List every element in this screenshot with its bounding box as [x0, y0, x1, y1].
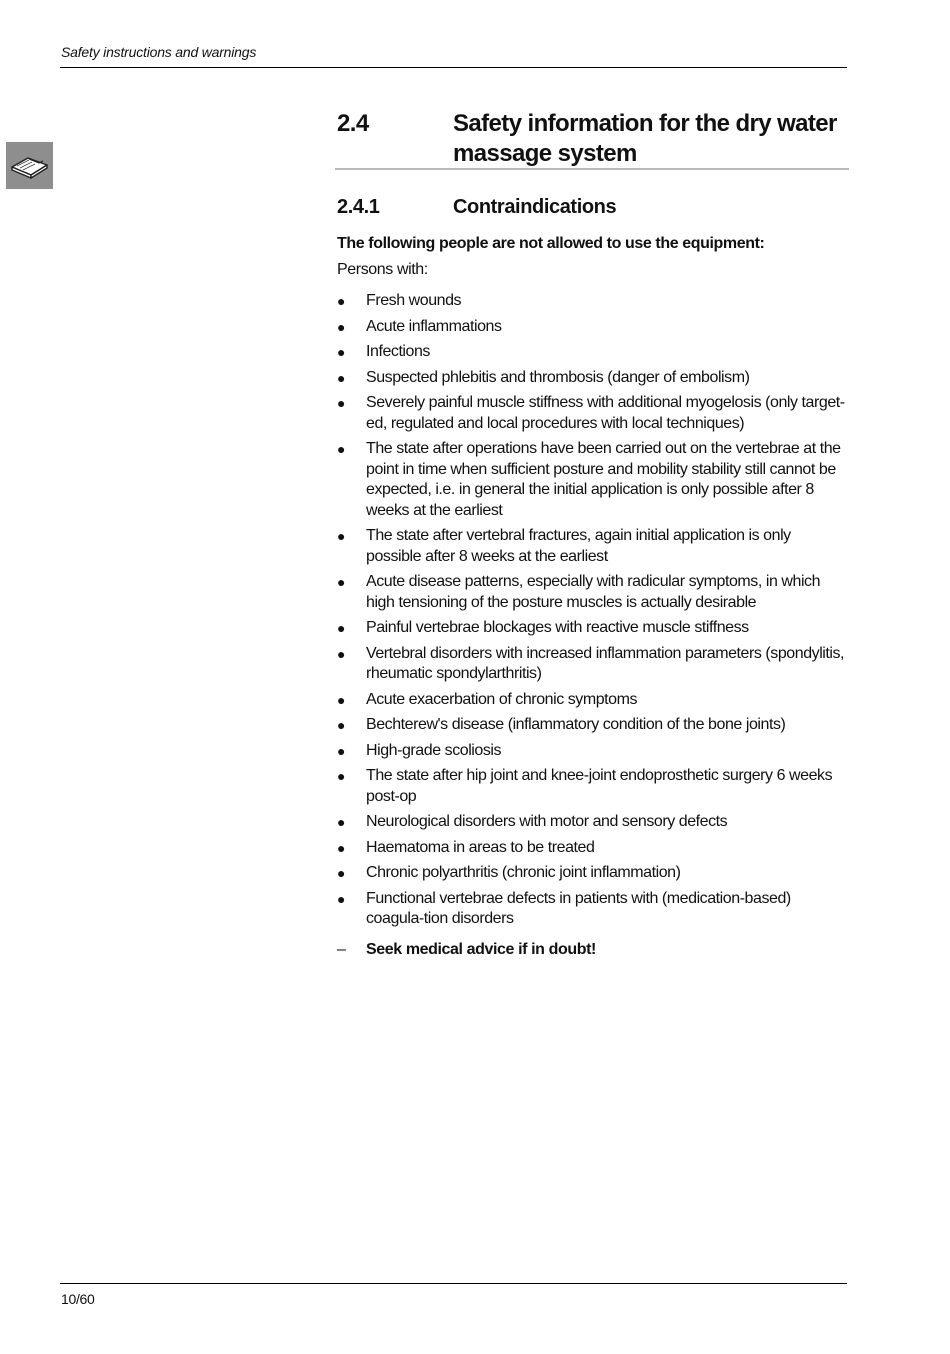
list-item [337, 618, 849, 639]
bullet-icon: ● [337, 814, 346, 830]
list-item-text: Neurological disorders with motor and sensory defects [366, 813, 728, 830]
bullet-icon: ● [337, 574, 346, 590]
running-header: Safety instructions and warnings [61, 44, 257, 60]
intro-statement: The following people are not allowed to use the equipment: [337, 235, 765, 252]
list-item-text: High-grade scoliosis [366, 741, 502, 759]
list-item [337, 838, 849, 859]
page-number: 10/60 [61, 1291, 95, 1307]
list-item [337, 812, 849, 833]
bullet-icon: ● [337, 865, 346, 881]
contraindications-list [337, 291, 849, 935]
list-item-text: The state after vertebral fractures, again initial application is only possible after 8 weeks at the earliest [366, 527, 791, 565]
bullet-icon: ● [337, 293, 346, 309]
bullet-icon: ● [337, 839, 346, 856]
list-item-text: Infections [366, 343, 430, 360]
list-item [337, 572, 849, 613]
list-item-text: Functional vertebrae defects in patients with (medication-based) coagula-tion disorders [366, 889, 791, 927]
list-item-text: Haematoma in areas to be treated [366, 838, 595, 856]
list-item-text: Acute exacerbation of chronic symptoms [366, 690, 638, 708]
list-item [337, 690, 849, 711]
list-item-text: Fresh wounds [366, 292, 462, 309]
list-item [337, 715, 849, 736]
bullet-icon: ● [337, 344, 346, 360]
list-item [337, 863, 849, 884]
bullet-icon: ● [337, 890, 346, 907]
bullet-icon: ● [337, 717, 346, 733]
list-item [337, 766, 849, 807]
bullet-icon: ● [337, 691, 346, 708]
list-item-text: Bechterew's disease (inflammatory condition of the bone joints) [366, 716, 786, 733]
list-item-text: Vertebral disorders with increased inflammation parameters (spondylitis, rheumatic spondylarthritis) [366, 644, 845, 682]
advice-note [337, 940, 849, 960]
header-divider [60, 67, 847, 68]
list-item [337, 439, 849, 521]
book-icon [6, 142, 53, 189]
bullet-icon: ● [337, 318, 346, 335]
persons-label: Persons with: [337, 261, 428, 278]
list-item [337, 342, 849, 363]
section-number: 2.4 [337, 110, 369, 137]
subsection-title: Contraindications [453, 196, 617, 218]
list-item [337, 889, 849, 930]
section-title: Safety information for the dry water massage system [453, 110, 837, 167]
bullet-icon: ● [337, 620, 346, 636]
bullet-icon: ● [337, 768, 346, 784]
bullet-icon: ● [337, 645, 346, 662]
list-item [337, 644, 849, 685]
list-item [337, 291, 849, 312]
bullet-icon: ● [337, 395, 346, 411]
list-item-text: Acute inflammations [366, 317, 502, 335]
list-item-text: Suspected phlebitis and thrombosis (danger of embolism) [366, 368, 750, 386]
subsection-number: 2.4.1 [337, 196, 380, 218]
advice-note-text: Seek medical advice if in doubt! [366, 941, 596, 958]
bullet-icon: ● [337, 742, 346, 759]
list-item-text: Painful vertebrae blockages with reactive muscle stiffness [366, 619, 749, 636]
list-item-text: Severely painful muscle stiffness with additional myogelosis (only target-ed, regulated and local procedures with local techniques) [366, 394, 845, 432]
list-item [337, 741, 849, 762]
bullet-icon: ● [337, 369, 346, 386]
list-item-text: The state after hip joint and knee-joint endoprosthetic surgery 6 weeks post-op [366, 767, 833, 805]
list-item [337, 317, 849, 338]
section-divider [335, 168, 849, 170]
footer-divider [60, 1283, 847, 1284]
list-item [337, 526, 849, 567]
list-item-text: Acute disease patterns, especially with radicular symptoms, in which high tensioning of the posture muscles is actually desirable [366, 573, 821, 611]
bullet-icon: ● [337, 441, 346, 457]
dash-marker: – [337, 941, 346, 958]
list-item-text: Chronic polyarthritis (chronic joint inflammation) [366, 864, 681, 881]
list-item [337, 368, 849, 389]
list-item-text: The state after operations have been carried out on the vertebrae at the point in time when sufficient posture and mobility stability still cannot be expected, i.e. in general the initial application is only possible after 8 weeks at the earliest [366, 440, 841, 519]
list-item [337, 393, 849, 434]
bullet-icon: ● [337, 528, 346, 544]
